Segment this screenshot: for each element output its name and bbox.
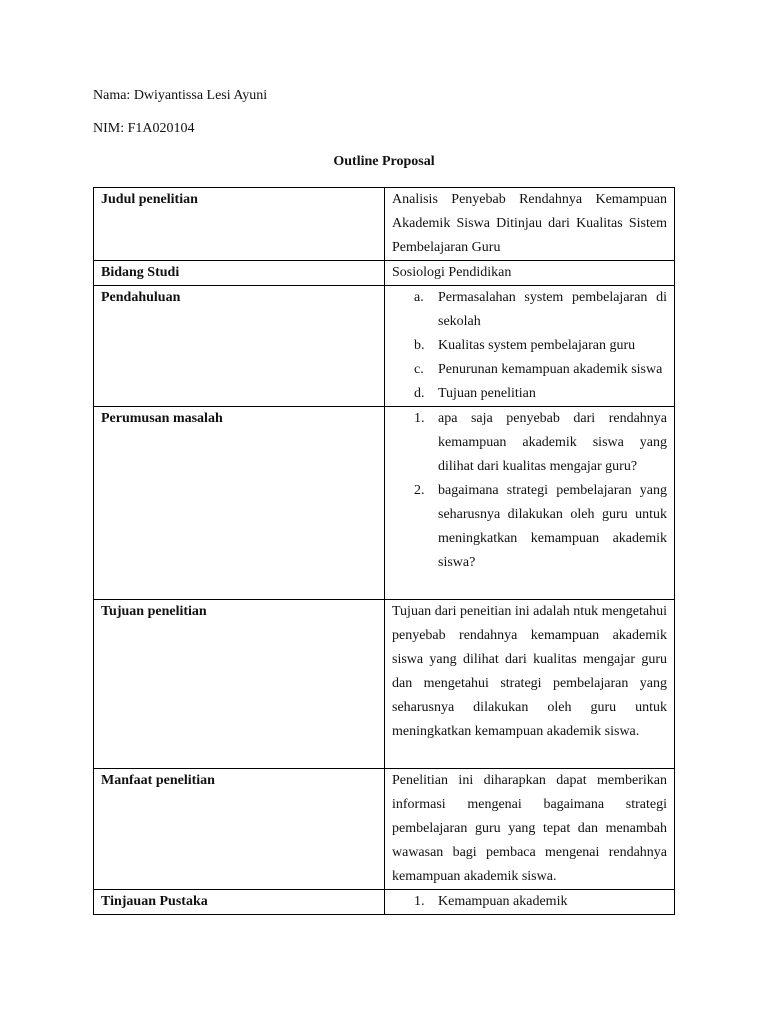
blank-line [392, 575, 667, 599]
row-label: Perumusan masalah [94, 407, 385, 600]
list-marker: 1. [414, 411, 425, 426]
list-item [392, 407, 667, 479]
row-label: Manfaat penelitian [94, 769, 385, 890]
row-label: Tujuan penelitian [94, 600, 385, 769]
list-item [392, 334, 667, 358]
row-content [385, 407, 675, 600]
student-name: Nama: Dwiyantissa Lesi Ayuni [93, 88, 268, 103]
pendahuluan-list [392, 286, 667, 406]
row-content [385, 890, 675, 915]
list-marker: c. [414, 362, 424, 377]
list-item-text: Tujuan penelitian [438, 386, 536, 401]
document-title: Outline Proposal [333, 154, 435, 169]
list-marker: 1. [414, 894, 425, 909]
outline-table [93, 187, 675, 915]
row-label: Tinjauan Pustaka [94, 890, 385, 915]
list-item [392, 358, 667, 382]
list-item [392, 890, 667, 914]
list-item-text: Kemampuan akademik [438, 894, 568, 909]
table-row [94, 769, 675, 890]
list-marker: a. [414, 290, 424, 305]
list-item [392, 382, 667, 406]
perumusan-list [392, 407, 667, 575]
table-row [94, 188, 675, 261]
student-nim: NIM: F1A020104 [93, 121, 195, 136]
list-marker: d. [414, 386, 425, 401]
row-label: Pendahuluan [94, 286, 385, 407]
row-content [385, 600, 675, 769]
row-label: Bidang Studi [94, 261, 385, 286]
list-item [392, 286, 667, 334]
list-item-text: Permasalahan system pembelajaran di sekolah [438, 290, 667, 329]
row-label: Judul penelitian [94, 188, 385, 261]
row-paragraph: Tujuan dari peneitian ini adalah ntuk mengetahui penyebab rendahnya kemampuan akademik siswa yang dilihat dari kualitas mengajar guru dan mengetahui strategi pembelajaran yang seharusnya dilakukan oleh guru untuk meningkatkan kemampuan akademik siswa. [392, 604, 667, 739]
tinjauan-list [392, 890, 667, 914]
list-marker: b. [414, 338, 425, 353]
table-row [94, 261, 675, 286]
list-item-text: Kualitas system pembelajaran guru [438, 338, 636, 353]
row-content [385, 286, 675, 407]
blank-line [392, 744, 667, 768]
list-marker: 2. [414, 483, 425, 498]
table-row [94, 600, 675, 769]
list-item-text: bagaimana strategi pembelajaran yang seharusnya dilakukan oleh guru untuk meningkatkan kemampuan akademik siswa? [438, 483, 667, 570]
table-row [94, 286, 675, 407]
list-item-text: apa saja penyebab dari rendahnya kemampuan akademik siswa yang dilihat dari kualitas mengajar guru? [438, 411, 667, 474]
table-row [94, 890, 675, 915]
row-content: Sosiologi Pendidikan [385, 261, 675, 286]
row-content: Penelitian ini diharapkan dapat memberikan informasi mengenai bagaimana strategi pembelajaran guru yang tepat dan menambah wawasan bagi pembaca mengenai rendahnya kemampuan akademik siswa. [385, 769, 675, 890]
row-content: Analisis Penyebab Rendahnya Kemampuan Akademik Siswa Ditinjau dari Kualitas Sistem Pembelajaran Guru [385, 188, 675, 261]
table-row [94, 407, 675, 600]
list-item-text: Penurunan kemampuan akademik siswa [438, 362, 663, 377]
list-item [392, 479, 667, 575]
